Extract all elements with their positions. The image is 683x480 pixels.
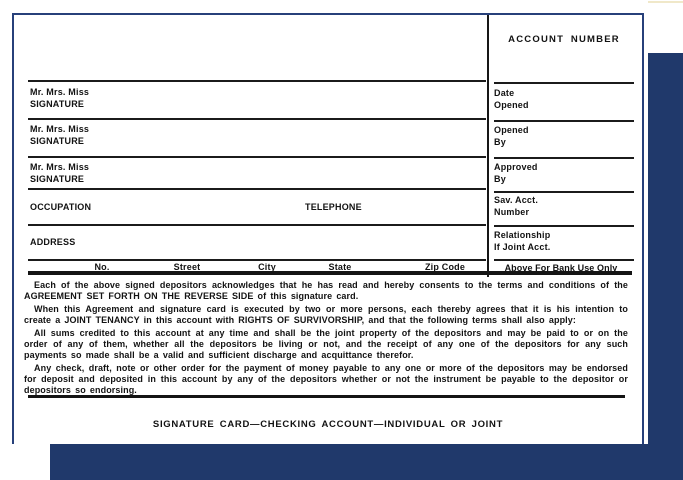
date-opened-line bbox=[494, 82, 634, 84]
name-prefix-label: Mr. Mrs. Miss bbox=[30, 87, 90, 97]
terms-paragraph: Any check, draft, note or other order for the payment of money payable to any one or more of the depositors may be endorsed for deposit and deposited in this account by any of the depositors whether or not the instrument be payable to the depositor or depositors so endorsing. bbox=[24, 363, 628, 395]
date-opened-field bbox=[494, 87, 529, 111]
relationship-line bbox=[494, 225, 634, 227]
bank-use-only-label: Above For Bank Use Only bbox=[504, 263, 618, 273]
approved-by-line bbox=[494, 157, 634, 159]
terms-paragraph: Each of the above signed depositors acknowledges that he has read and hereby consents to the terms and conditions of the AGREEMENT SET FORTH ON THE REVERSE SIDE of this signature card. bbox=[24, 280, 628, 301]
field-label-line: Sav. Acct. bbox=[494, 195, 539, 205]
card-title: SIGNATURE CARD—CHECKING ACCOUNT—INDIVIDUAL OR JOINT bbox=[152, 419, 504, 430]
footer-rule bbox=[28, 395, 625, 398]
signature-row bbox=[30, 123, 89, 147]
signature-row bbox=[30, 86, 89, 110]
terms-paragraph: All sums credited to this account at any time and shall be the joint property of the depositors and may be paid to or on the order of any of them, whether all the depositors be living or not, and the receipt of any one of the depositors for any such payments so made shall be a valid and sufficient discharge and acquittance therefor. bbox=[24, 328, 628, 360]
savings-account-number-field bbox=[494, 194, 538, 218]
terms-and-conditions bbox=[24, 280, 628, 398]
signature-label: SIGNATURE bbox=[30, 136, 85, 146]
signature-row bbox=[30, 161, 89, 185]
address-column-state: State bbox=[328, 262, 352, 272]
field-label-line: Date bbox=[494, 88, 515, 98]
opened-by-line bbox=[494, 120, 634, 122]
occupation-line bbox=[28, 188, 486, 190]
occupation-label: OCCUPATION bbox=[30, 202, 92, 212]
field-label-line: Approved bbox=[494, 162, 538, 172]
address-column-street: Street bbox=[173, 262, 201, 272]
opened-by-field bbox=[494, 124, 529, 148]
field-label-line: By bbox=[494, 137, 506, 147]
sav-acct-line bbox=[494, 191, 634, 193]
terms-paragraph: When this Agreement and signature card is executed by two or more persons, each thereby agrees that it is his intention to create a JOINT TENANCY in this account with RIGHTS OF SURVIVORSHIP, and that the following terms shall also apply: bbox=[24, 304, 628, 325]
field-label-line: By bbox=[494, 174, 506, 184]
field-label-line: If Joint Acct. bbox=[494, 242, 551, 252]
signature-line bbox=[28, 118, 486, 120]
signature-label: SIGNATURE bbox=[30, 174, 85, 184]
address-label: ADDRESS bbox=[30, 237, 76, 247]
relationship-field bbox=[494, 229, 550, 253]
field-label-line: Number bbox=[494, 207, 530, 217]
bank-use-line bbox=[494, 259, 634, 261]
field-label-line: Opened bbox=[494, 100, 529, 110]
telephone-label: TELEPHONE bbox=[305, 202, 362, 212]
account-number-label: ACCOUNT NUMBER bbox=[508, 34, 620, 45]
field-label-line: Relationship bbox=[494, 230, 551, 240]
signature-label: SIGNATURE bbox=[30, 99, 85, 109]
signature-line bbox=[28, 156, 486, 158]
name-prefix-label: Mr. Mrs. Miss bbox=[30, 124, 90, 134]
approved-by-field bbox=[494, 161, 538, 185]
column-divider bbox=[487, 15, 489, 277]
address-line bbox=[28, 224, 486, 226]
field-label-line: Opened bbox=[494, 125, 529, 135]
address-column-city: City bbox=[258, 262, 276, 272]
address-column-no: No. bbox=[94, 262, 110, 272]
address-column-zip: Zip Code bbox=[424, 262, 466, 272]
name-prefix-label: Mr. Mrs. Miss bbox=[30, 162, 90, 172]
signature-line bbox=[28, 80, 486, 82]
